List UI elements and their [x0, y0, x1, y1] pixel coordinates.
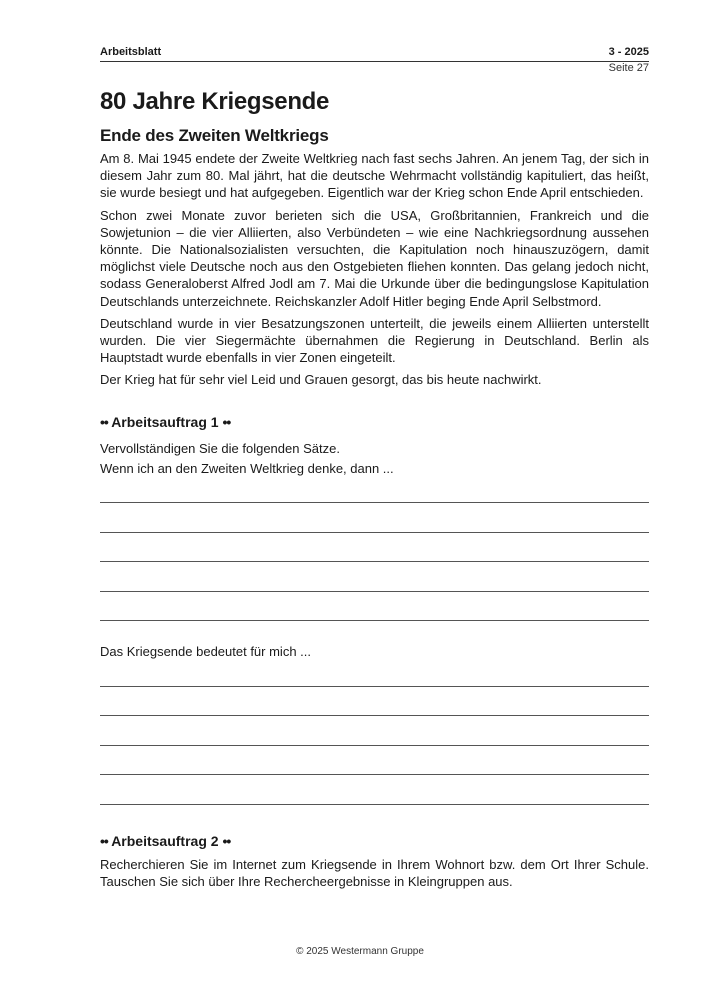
section-subtitle: Ende des Zweiten Weltkriegs [100, 126, 329, 145]
document-type-label: Arbeitsblatt [100, 46, 162, 58]
difficulty-dots: •• [222, 414, 231, 430]
page-number: Seite 27 [608, 62, 649, 74]
issue-number: 3 - 2025 [608, 46, 649, 58]
task2-instruction: Recherchieren Sie im Internet zum Kriegsende in Ihrem Wohnort bzw. dem Ort Ihrer Schule. Tauschen Sie sich über Ihre Rechercheergebnisse in Kleingruppen aus. [100, 857, 649, 890]
difficulty-dots: •• [100, 833, 108, 849]
task2-heading [100, 833, 230, 849]
task1-heading [100, 414, 230, 430]
answer-line[interactable] [100, 686, 649, 687]
page-title: 80 Jahre Kriegsende [100, 88, 330, 115]
difficulty-dots: •• [100, 414, 108, 430]
task1-instruction: Vervollständigen Sie die folgenden Sätze. [100, 441, 340, 456]
task1-prompt-2: Das Kriegsende bedeutet für mich ... [100, 644, 312, 659]
answer-line[interactable] [100, 532, 649, 533]
answer-line[interactable] [100, 745, 649, 746]
answer-line[interactable] [100, 774, 649, 775]
answer-line[interactable] [100, 804, 649, 805]
task1-prompt-1: Wenn ich an den Zweiten Weltkrieg denke, dann ... [100, 461, 394, 476]
task2-title: Arbeitsauftrag 2 [111, 833, 219, 849]
task1-title: Arbeitsauftrag 1 [111, 414, 219, 430]
answer-line[interactable] [100, 502, 649, 503]
page-footer: © 2025 Westermann Gruppe [296, 946, 424, 957]
paragraph: Der Krieg hat für sehr viel Leid und Grauen gesorgt, das bis heute nachwirkt. [100, 372, 542, 388]
paragraph: Deutschland wurde in vier Besatzungszonen unterteilt, die jeweils einem Alliierten unterstellt wurden. Die vier Siegermächte übernahmen die Regierung in Deutschland. Berlin als Hauptstadt wurde ebenfalls in vier Zonen eingeteilt. [100, 315, 649, 366]
answer-line[interactable] [100, 620, 649, 621]
article-body [100, 150, 649, 394]
difficulty-dots: •• [222, 833, 231, 849]
answer-line[interactable] [100, 591, 649, 592]
paragraph: Schon zwei Monate zuvor berieten sich die USA, Großbritannien, Frankreich und die Sowjetunion – die vier Alliierten, also Verbündeten – wie eine Nachkriegsordnung aussehen könnte. Die Nationalsozialisten versuchten, die Kapitulation noch hinauszuzögern, damit möglichst viele Deutsche noch aus den Ostgebieten fliehen konnten. Das gelang jedoch nicht, sodass Generaloberst Alfred Jodl am 7. Mai die Urkunde über die bedingungslose Kapitulation Deutschlands unterzeichnete. Reichskanzler Adolf Hitler beging Ende April Selbstmord. [100, 207, 649, 309]
paragraph: Am 8. Mai 1945 endete der Zweite Weltkrieg nach fast sechs Jahren. An jenem Tag, der sich in diesem Jahr zum 80. Mal jährt, hat die deutsche Wehrmacht vollständig kapituliert, das heißt, sie wurde besiegt und hat aufgegeben. Eigentlich war der Krieg schon Ende April entschieden. [100, 151, 649, 201]
answer-line[interactable] [100, 715, 649, 716]
answer-line[interactable] [100, 561, 649, 562]
page-header [100, 46, 649, 58]
header-divider [100, 61, 649, 62]
